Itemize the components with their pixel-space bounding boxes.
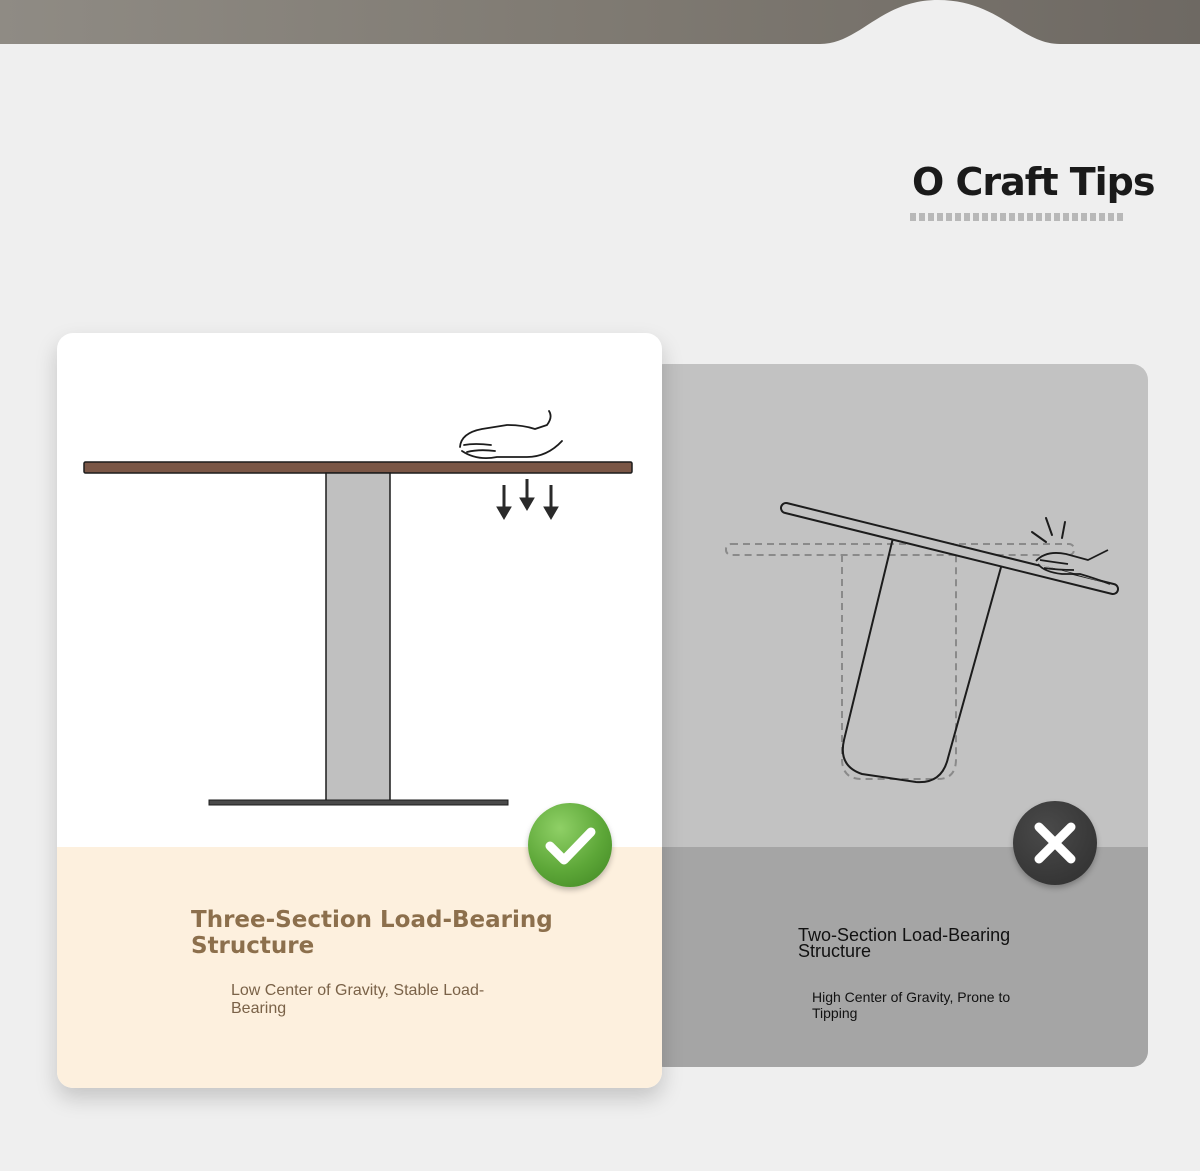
top-banner-wave <box>0 0 1200 60</box>
pedestal-column <box>326 473 390 801</box>
three-section-heading: Three-Section Load-Bearing Structure <box>191 907 553 959</box>
base-plate <box>209 800 508 805</box>
two-section-card <box>648 364 1148 1067</box>
title-underline <box>910 213 1126 221</box>
tabletop <box>84 462 632 473</box>
stable-table-illustration <box>57 333 662 847</box>
two-section-heading: Two-Section Load-Bearing Structure <box>798 925 1011 961</box>
check-icon <box>528 803 612 887</box>
three-section-subtitle: Low Center of Gravity, Stable Load-Bearing <box>231 982 485 1017</box>
x-icon <box>1013 801 1097 885</box>
two-section-subtitle: High Center of Gravity, Prone to Tipping <box>812 989 1011 1021</box>
page-title: O Craft Tips <box>912 160 1155 204</box>
downward-force-arrows <box>497 479 558 519</box>
three-section-card <box>57 333 662 1088</box>
tilting-table-illustration <box>648 364 1148 847</box>
resting-hand-icon <box>460 411 562 458</box>
